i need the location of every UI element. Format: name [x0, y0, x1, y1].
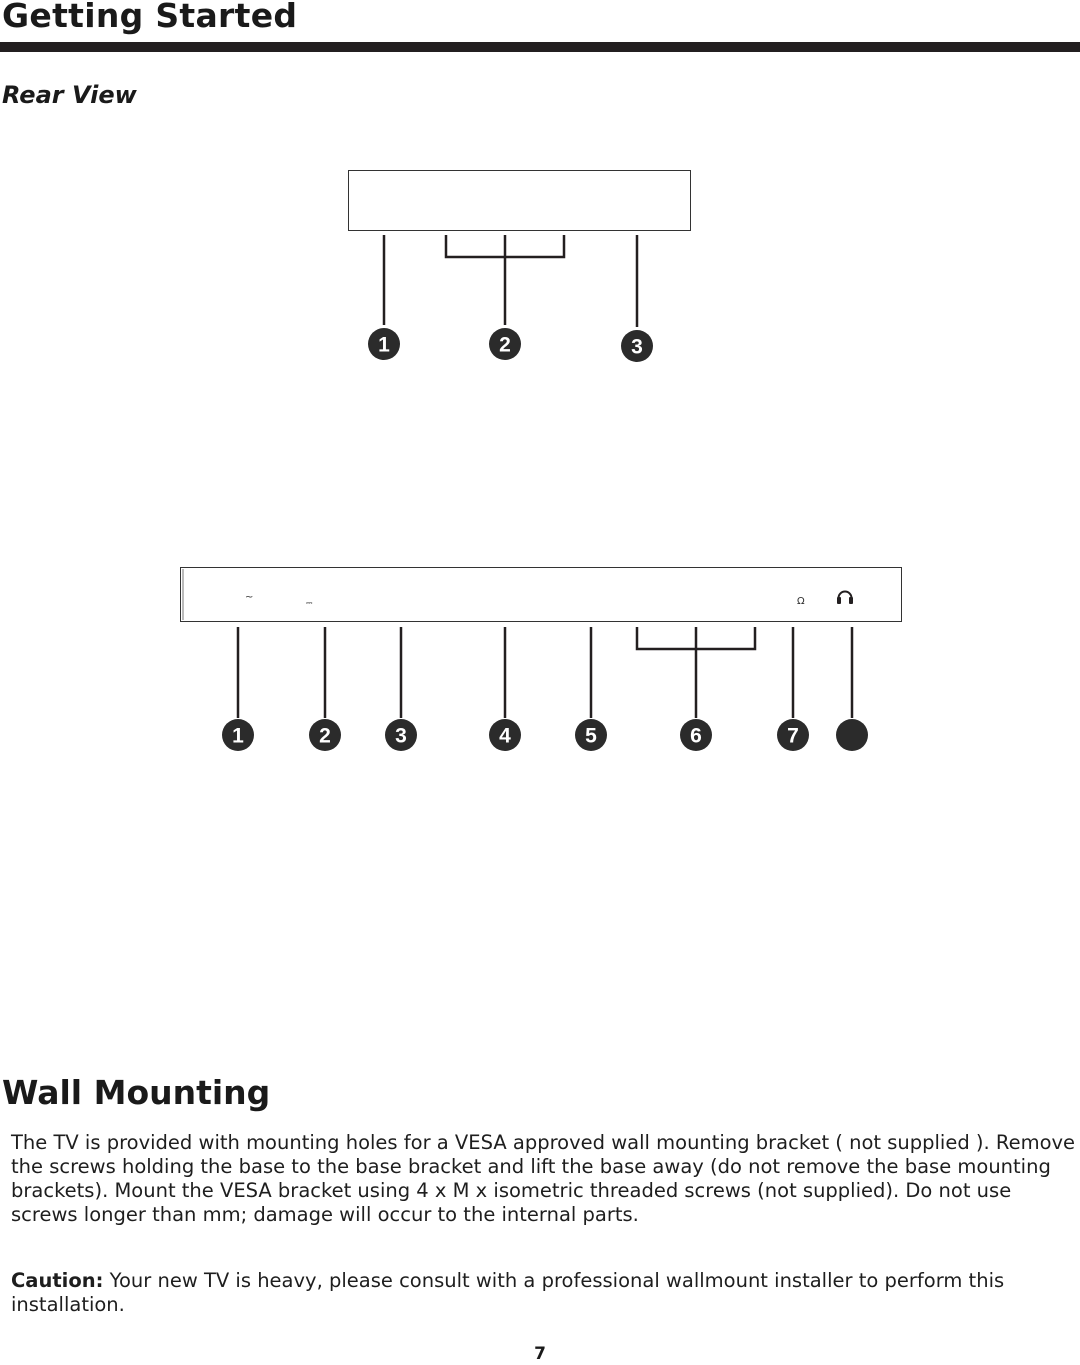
bottom-panel [181, 568, 902, 622]
bottom-callout-6-label: 6 [690, 724, 702, 748]
bottom-callout-7 [777, 719, 809, 751]
rear-view-heading: Rear View [2, 81, 137, 109]
ohm-symbol: Ω [797, 596, 805, 607]
top-callout-3-label: 3 [631, 335, 643, 359]
bottom-callout-1 [222, 719, 254, 751]
bottom-callout-6 [680, 719, 712, 751]
wall-mounting-heading: Wall Mounting [2, 1073, 271, 1112]
bottom-callout-4 [489, 719, 521, 751]
caution-paragraph [11, 1269, 1077, 1317]
bottom-callout-5-label: 5 [585, 724, 597, 748]
bottom-callout-7-label: 7 [787, 724, 799, 748]
page-title: Getting Started [2, 0, 298, 35]
bottom-callout-1-label: 1 [232, 724, 244, 748]
wall-mounting-paragraph: The TV is provided with mounting holes for a VESA approved wall mounting bracket ( not supplied ). Remove the screws holding the base to the base bracket and lift the base away (do not remove the base mounting brackets). Mount the VESA bracket using 4 x M x isometric threaded screws (not supplied). Do not use screws longer than mm; damage will occur to the internal parts. [11, 1131, 1076, 1226]
top-callout-1-label: 1 [378, 333, 390, 357]
dc-symbol: ⎓ [306, 598, 313, 607]
bottom-callout-8 [836, 719, 868, 751]
top-callout-2-label: 2 [499, 333, 511, 357]
ac-power-symbol: ~ [245, 592, 254, 603]
bottom-callout-3 [385, 719, 417, 751]
top-callout-3 [621, 330, 653, 362]
top-callout-2 [489, 328, 521, 360]
caution-label: Caution: [11, 1269, 104, 1292]
top-panel-leader-lines [384, 235, 637, 327]
caution-text: Your new TV is heavy, please consult with a professional wallmount installer to perform this installation. [11, 1269, 1005, 1316]
page-number: 7 [534, 1344, 546, 1364]
bottom-callout-2-label: 2 [319, 724, 331, 748]
bottom-callout-3-label: 3 [395, 724, 407, 748]
bottom-panel-leader-lines [238, 627, 852, 718]
top-panel [349, 171, 691, 231]
bottom-callout-4-label: 4 [499, 724, 511, 748]
bottom-callout-2 [309, 719, 341, 751]
top-callout-1 [368, 328, 400, 360]
bottom-callout-5 [575, 719, 607, 751]
